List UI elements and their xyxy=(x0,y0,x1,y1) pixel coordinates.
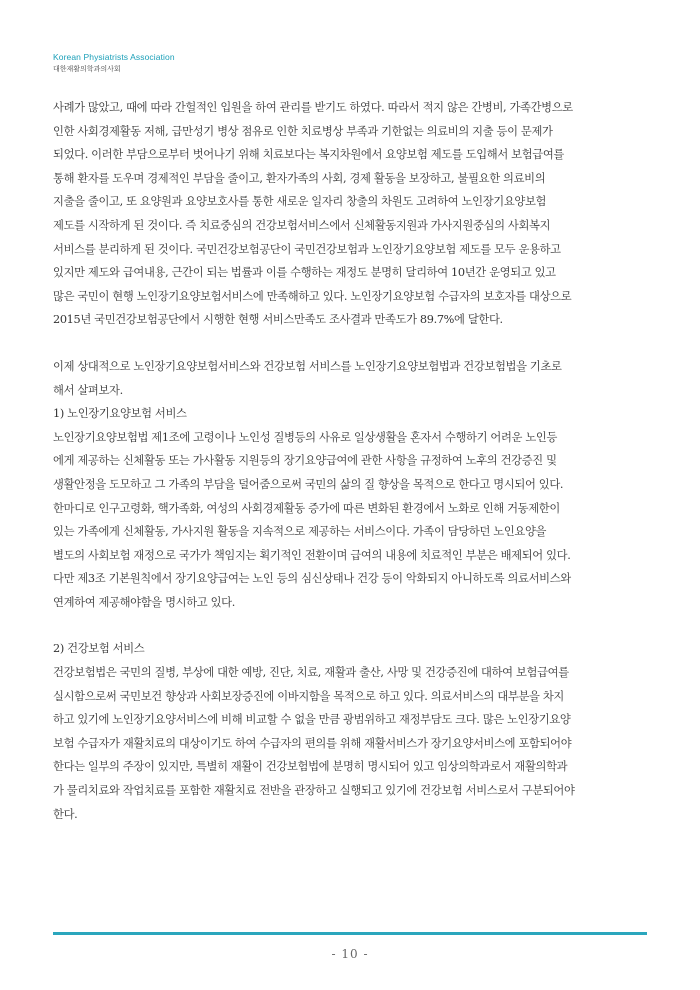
text-line: 서비스를 분리하게 된 것이다. 국민건강보험공단이 국민건강보험과 노인장기요양보험 제도를 모두 운용하고 xyxy=(53,242,561,256)
text-line: 사례가 많았고, 때에 따라 간헐적인 입원을 하여 관리를 받기도 하였다. 따라서 적지 않은 간병비, 가족간병으로 xyxy=(53,101,573,114)
text-line: 한다는 일부의 주장이 있지만, 특별히 재활이 건강보험법에 분명히 명시되어 있고 임상의학과로서 재활의학과 xyxy=(53,760,568,774)
footer-divider xyxy=(53,932,647,935)
text-line: 실시함으로써 국민보건 향상과 사회보장증진에 이바지함을 목적으로 하고 있다. 의료서비스의 대부분을 차지 xyxy=(53,689,564,703)
text-line: 한마디로 인구고령화, 핵가족화, 여성의 사회경제활동 증가에 따른 변화된 환경에서 노화로 인해 거동제한이 xyxy=(53,501,560,515)
paragraph xyxy=(53,96,653,332)
text-line: 생활안정을 도모하고 그 가족의 부담을 덜어줌으로써 국민의 삶의 질 향상을 목적으로 한다고 명시되어 있다. xyxy=(53,477,564,491)
text-line: 에게 제공하는 신체활동 또는 가사활동 지원등의 장기요양급여에 관한 사항을 규정하여 노후의 건강증진 및 xyxy=(53,454,557,468)
text-line: 통해 환자를 도우며 경제적인 부담을 줄이고, 환자가족의 사회, 경제 활동을 보장하고, 불필요한 의료비의 xyxy=(53,171,546,185)
paragraph-gap xyxy=(53,614,653,637)
text-line: 많은 국민이 현행 노인장기요양보험서비스에 만족해하고 있다. 노인장기요양보험 수급자의 보호자를 대상으로 xyxy=(53,289,572,303)
org-name-english: Korean Physiatrists Association xyxy=(53,52,175,62)
text-line: 가 물리치료와 작업치료를 포함한 재활치료 전반을 관장하고 실행되고 있기에 건강보험 서비스로서 구분되어야 xyxy=(53,784,575,798)
text-line: 2) 건강보험 서비스 xyxy=(53,642,145,656)
paragraph xyxy=(53,355,653,615)
text-line: 보험 수급자가 재활치료의 대상이기도 하여 수급자의 편의를 위해 재활서비스가 장기요양서비스에 포함되어야 xyxy=(53,736,572,750)
text-line: 있지만 제도와 급여내용, 근간이 되는 법률과 이를 수행하는 재정도 분명히 달리하여 10년간 운영되고 있고 xyxy=(53,266,556,280)
org-name-korean: 대한재활의학과의사회 xyxy=(53,65,121,73)
text-line: 제도를 시작하게 된 것이다. 즉 치료중심의 건강보험서비스에서 신체활동지원과 가사지원중심의 사회복지 xyxy=(53,218,551,232)
text-line: 연계하여 제공해야함을 명시하고 있다. xyxy=(53,595,235,609)
page-number: - 10 - xyxy=(331,947,369,961)
page-header xyxy=(53,52,175,75)
text-line: 하고 있기에 노인장기요양서비스에 비해 비교할 수 없을 만큼 광범위하고 재정부담도 크다. 많은 노인장기요양 xyxy=(53,713,571,727)
text-line: 다만 제3조 기본원칙에서 장기요양급여는 노인 등의 심신상태나 건강 등이 악화되지 아니하도록 의료서비스와 xyxy=(53,572,571,586)
text-line: 별도의 사회보험 재정으로 국가가 책임지는 획기적인 전환이며 급여의 내용에 치료적인 부분은 배제되어 있다. xyxy=(53,548,571,562)
body-text xyxy=(53,96,653,826)
text-line: 인한 사회경제활동 저해, 급만성기 병상 점유로 인한 치료병상 부족과 기한없는 의료비의 지출 등이 문제가 xyxy=(53,124,553,138)
paragraph xyxy=(53,637,653,826)
text-line: 2015년 국민건강보험공단에서 시행한 현행 서비스만족도 조사결과 만족도가 89.7%에 달한다. xyxy=(53,313,503,327)
text-line: 되었다. 이러한 부담으로부터 벗어나기 위해 치료보다는 복지차원에서 요양보험 제도를 도입해서 보험급여를 xyxy=(53,148,564,162)
text-line: 있는 가족에게 신체활동, 가사지원 활동을 지속적으로 제공하는 서비스이다. 가족이 담당하던 노인요양을 xyxy=(53,525,547,539)
text-line: 이제 상대적으로 노인장기요양보험서비스와 건강보험 서비스를 노인장기요양보험법과 건강보험법을 기초로 xyxy=(53,359,562,373)
text-line: 1) 노인장기요양보험 서비스 xyxy=(53,407,187,421)
text-line: 해서 살펴보자. xyxy=(53,383,123,397)
text-line: 노인장기요양보험법 제1조에 고령이나 노인성 질병등의 사유로 일상생활을 혼자서 수행하기 어려운 노인등 xyxy=(53,430,558,444)
text-line: 한다. xyxy=(53,807,78,821)
paragraph-gap xyxy=(53,332,653,355)
text-line: 건강보험법은 국민의 질병, 부상에 대한 예방, 진단, 치료, 재활과 출산, 사망 및 건강증진에 대하여 보험급여를 xyxy=(53,666,569,680)
text-line: 지출을 줄이고, 또 요양원과 요양보호사를 통한 새로운 일자리 창출의 차원도 고려하여 노인장기요양보험 xyxy=(53,195,547,209)
